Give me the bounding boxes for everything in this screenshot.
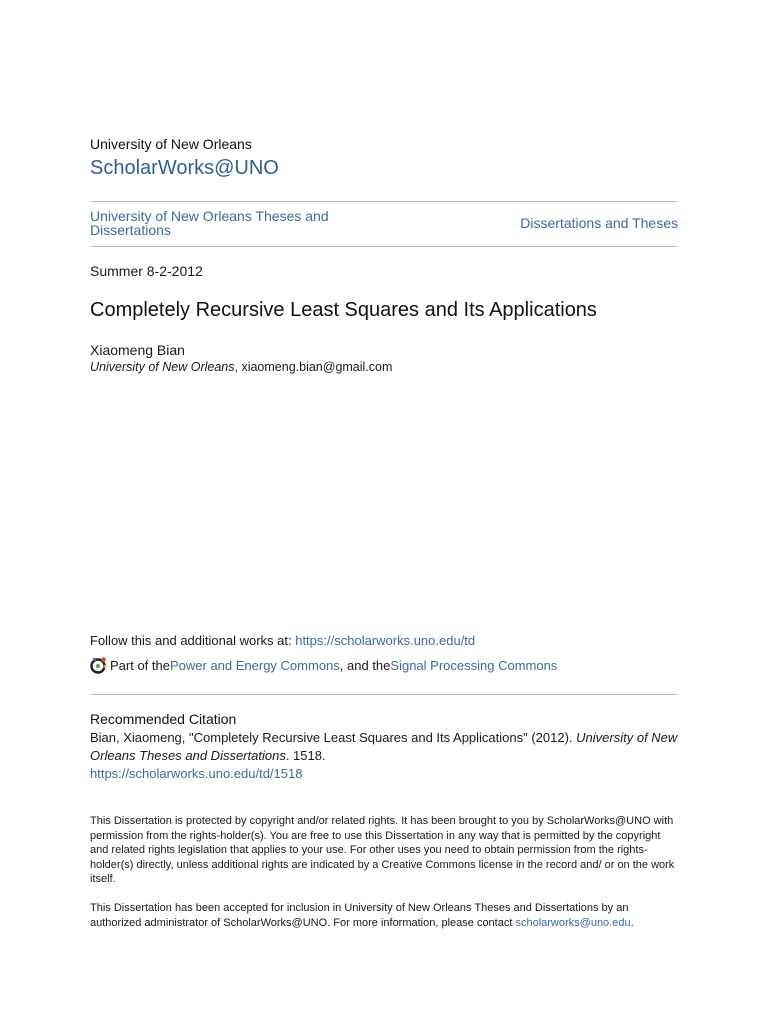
follow-prefix: Follow this and additional works at: <box>90 633 296 648</box>
part-of-prefix: Part of the <box>110 657 170 673</box>
affiliation-name: University of New Orleans <box>90 360 235 374</box>
acceptance-text: This Dissertation has been accepted for inclusion in University of New Orleans Theses and Dissertations by an authorized administrator of ScholarWorks@UNO. For more information, please contact <box>90 902 629 929</box>
author-name: Xiaomeng Bian <box>90 342 185 358</box>
divider-middle <box>90 246 678 247</box>
divider-bottom <box>90 694 678 695</box>
collection-link-theses[interactable]: University of New Orleans Theses and Dissertations <box>90 208 329 238</box>
author-affiliation <box>90 360 392 374</box>
affiliation-separator: , <box>234 360 242 374</box>
collection-link-dissertations[interactable]: Dissertations and Theses <box>520 215 678 231</box>
power-energy-commons-link[interactable]: Power and Energy Commons <box>169 657 340 673</box>
document-title: Completely Recursive Least Squares and Its Applications <box>90 299 597 321</box>
follow-link[interactable]: https://scholarworks.uno.edu/td <box>295 633 476 648</box>
part-of-line <box>90 656 557 674</box>
acceptance-statement <box>90 901 678 930</box>
citation-series: University of New Orleans Theses and Dissertations <box>90 730 678 763</box>
citation-link[interactable]: https://scholarworks.uno.edu/td/1518 <box>90 766 303 781</box>
divider-top <box>90 201 678 202</box>
repository-link[interactable]: ScholarWorks@UNO <box>90 157 279 179</box>
institution-name: University of New Orleans <box>90 136 252 152</box>
rights-statement: This Dissertation is protected by copyright and/or related rights. It has been brought to you by ScholarWorks@UNO with permission from the rights-holder(s). You are free to use this Dissertation in any way that is permitted by the copyright and related rights legislation that applies to your use. For other uses you need to obtain permission from the rights-holder(s) directly, unless additional rights are indicated by a Creative Commons license in the record and/ or on the work itself. <box>90 815 675 886</box>
signal-processing-commons-link[interactable]: Signal Processing Commons <box>390 657 558 673</box>
commons-network-icon <box>90 656 108 674</box>
publication-date: Summer 8-2-2012 <box>90 263 203 279</box>
recommended-citation-heading: Recommended Citation <box>90 711 237 727</box>
citation-text: Bian, Xiaomeng, "Completely Recursive Least Squares and Its Applications" (2012). <box>90 730 577 745</box>
citation-number: . 1518. <box>285 748 326 763</box>
acceptance-end: . <box>630 916 634 929</box>
contact-email-link[interactable]: scholarworks@uno.edu <box>515 916 631 929</box>
author-email: xiaomeng.bian@gmail.com <box>241 360 393 374</box>
recommended-citation <box>90 729 678 783</box>
part-of-middle: , and the <box>339 657 391 673</box>
follow-line <box>90 633 475 648</box>
